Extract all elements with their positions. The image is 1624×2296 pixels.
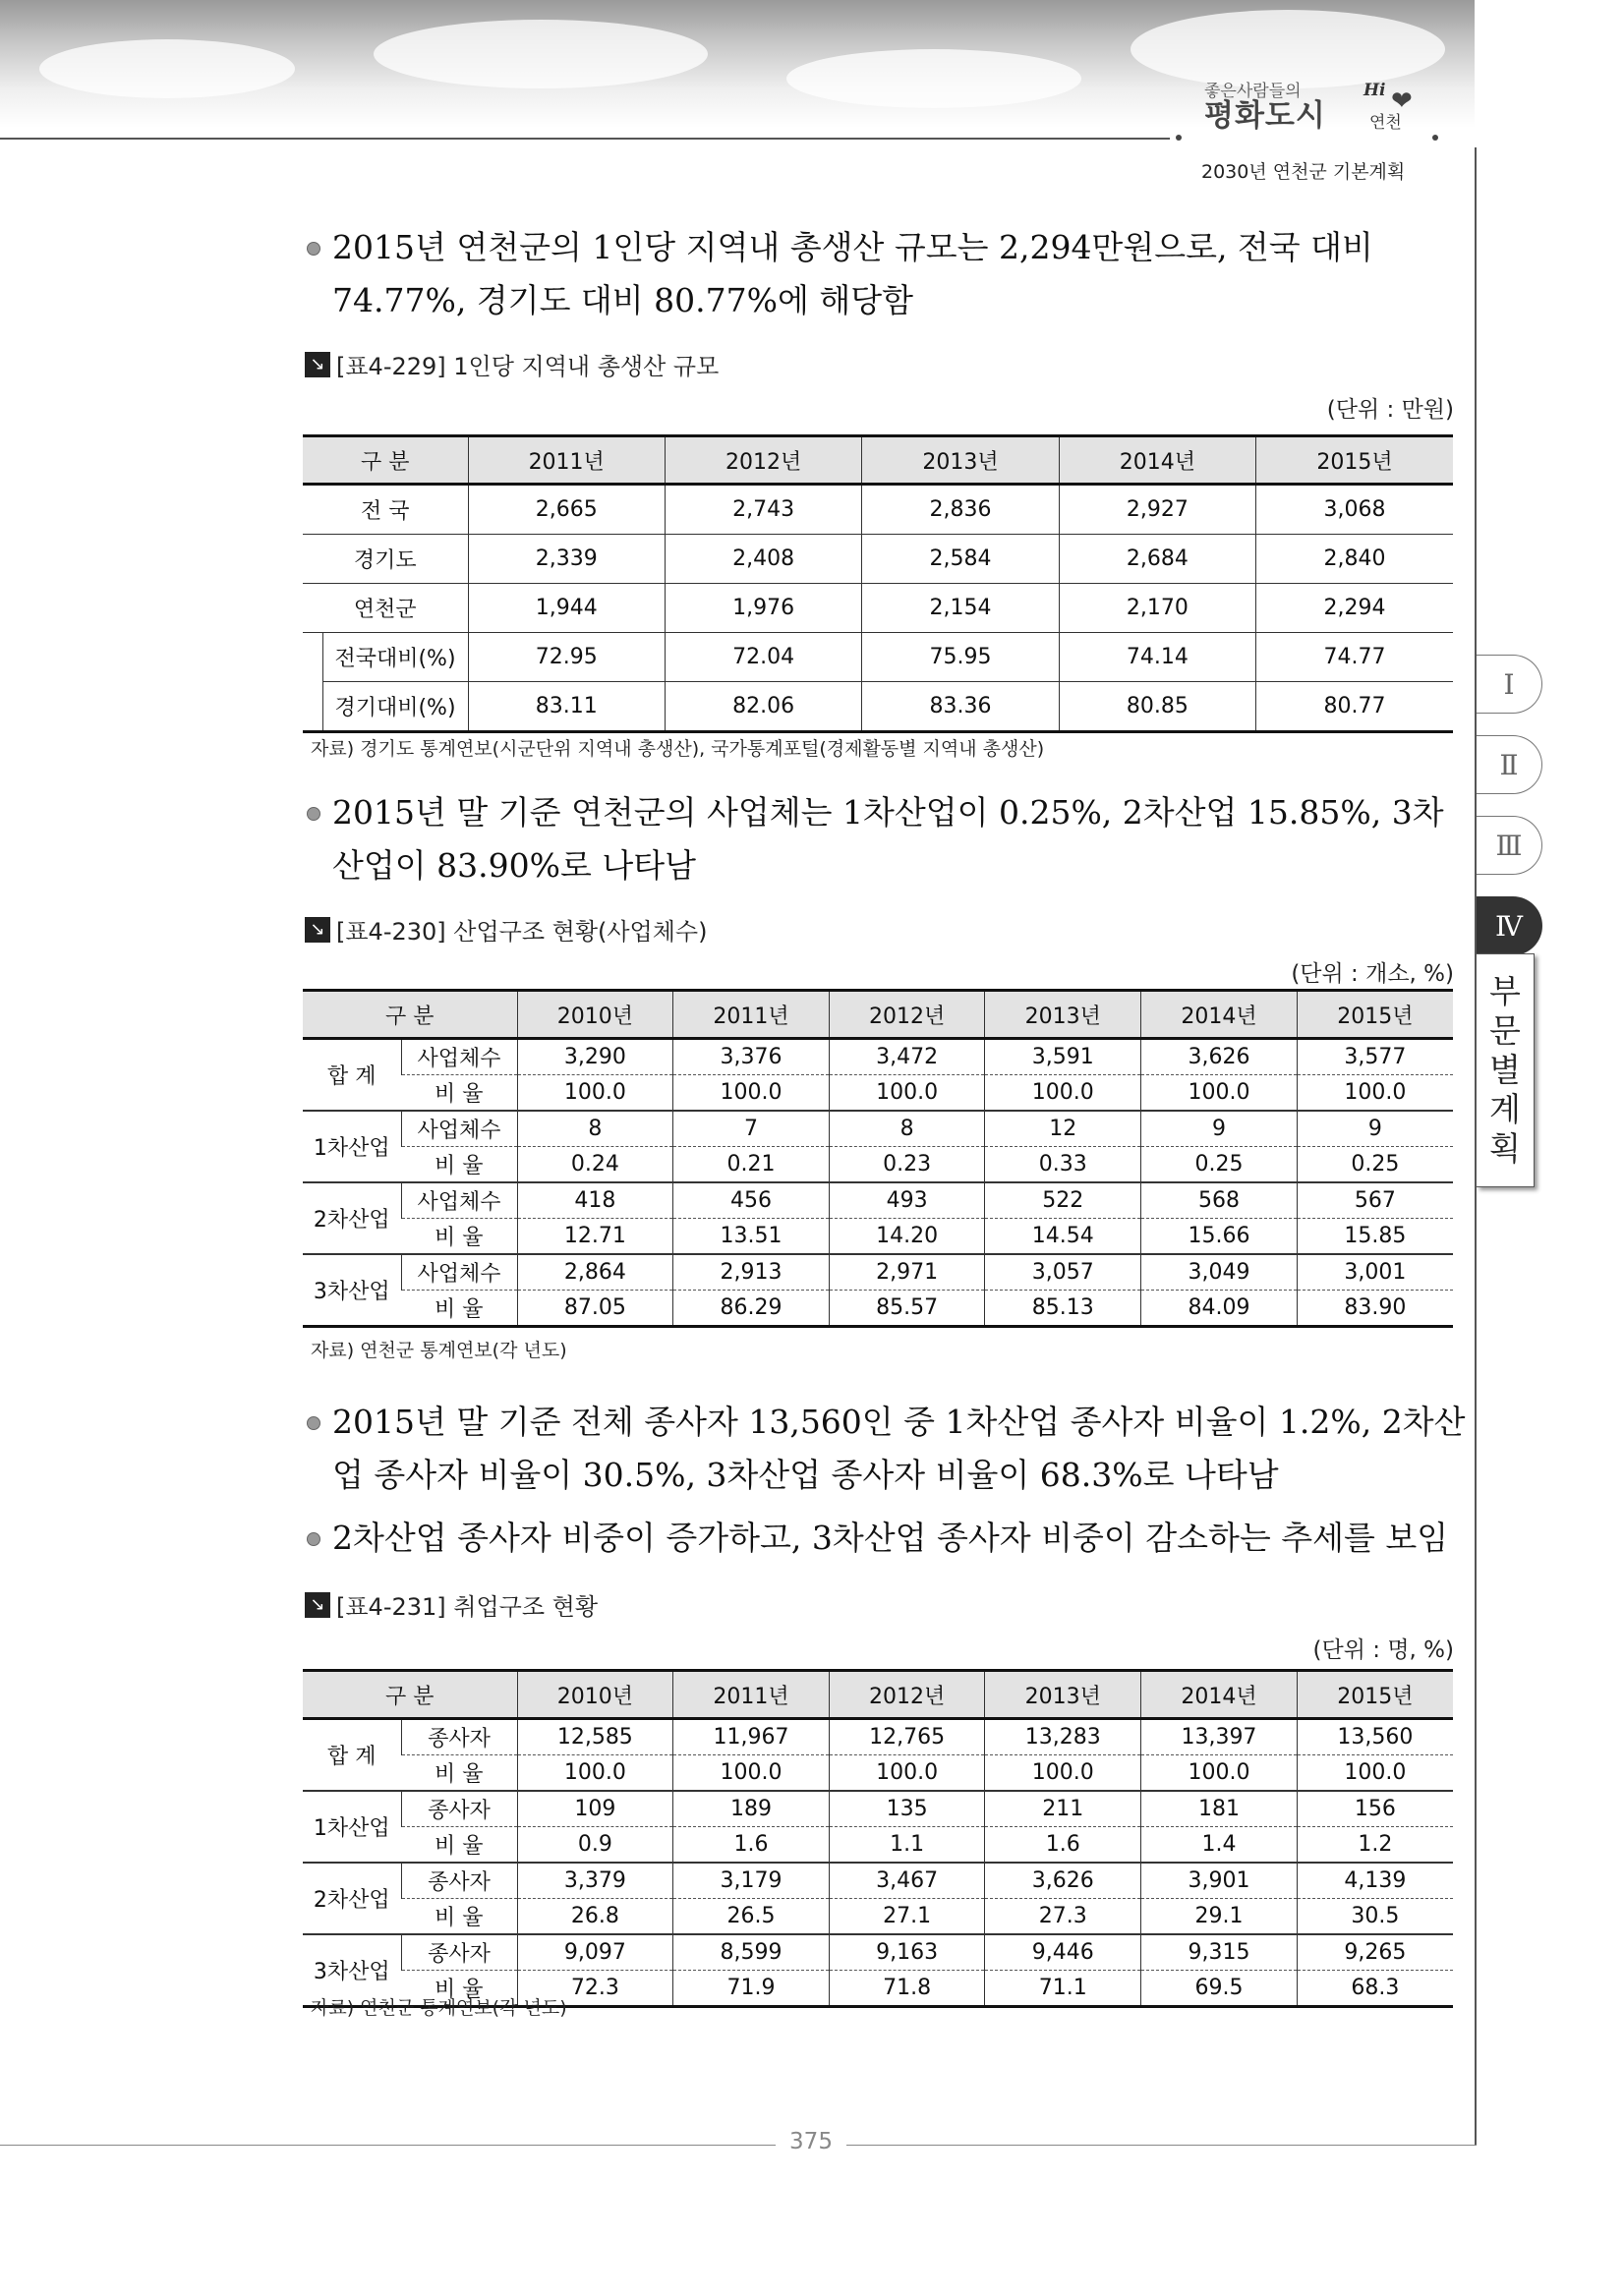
- group-label: 합 계: [303, 1039, 401, 1112]
- table-row: [303, 1291, 1453, 1327]
- row-label: 경기도: [303, 535, 468, 584]
- column-header: 2014년: [1059, 436, 1255, 485]
- document-subtitle: 2030년 연천군 기본계획: [1201, 161, 1406, 183]
- table-cell: 100.0: [517, 1075, 673, 1112]
- table-cell: 4,139: [1297, 1863, 1453, 1899]
- column-header: 2012년: [829, 991, 985, 1039]
- table-cell: 13,560: [1297, 1719, 1453, 1755]
- table-cell: 13.51: [673, 1219, 830, 1255]
- table-source: 자료) 연천군 통계연보(각 년도): [311, 1340, 567, 1361]
- row-label: 종사자: [401, 1791, 517, 1827]
- table-cell: 1,976: [665, 584, 861, 633]
- header-dot: [1176, 135, 1182, 141]
- row-label: 사업체수: [401, 1111, 517, 1147]
- column-header: 2015년: [1256, 436, 1453, 485]
- table-unit: (단위 : 명, %): [1312, 1637, 1454, 1663]
- table-cell: 0.23: [829, 1147, 985, 1183]
- group-label: 합 계: [303, 1719, 401, 1792]
- column-header: 2013년: [985, 991, 1141, 1039]
- section-label-vertical: [1477, 953, 1535, 1187]
- table-cell: 0.21: [673, 1147, 830, 1183]
- section-char: 문: [1489, 1011, 1521, 1050]
- table-cell: 2,665: [468, 485, 665, 535]
- row-label: 비 율: [401, 1827, 517, 1864]
- column-header: 2015년: [1297, 991, 1453, 1039]
- table-cell: 1.2: [1297, 1827, 1453, 1864]
- table-cell: 3,049: [1141, 1254, 1298, 1291]
- column-header: 구 분: [303, 436, 468, 485]
- table-cell: 29.1: [1141, 1899, 1298, 1935]
- bullet-paragraph: 2015년 말 기준 전체 종사자 13,560인 중 1차산업 종사자 비율이 1.2%, 2차산업 종사자 비율이 30.5%, 3차산업 종사자 비율이 68.3%로 나타남: [307, 1396, 1467, 1502]
- table-cell: 72.3: [517, 1971, 673, 2007]
- column-header: 2011년: [673, 991, 830, 1039]
- chapter-tab-3[interactable]: Ⅲ: [1477, 816, 1542, 875]
- table-cell: 100.0: [985, 1755, 1141, 1792]
- table-cell: 9,163: [829, 1934, 985, 1971]
- table-cell: 71.8: [829, 1971, 985, 2007]
- row-label: 전 국: [303, 485, 468, 535]
- table-cell: 72.95: [468, 633, 665, 682]
- table-cell: 27.3: [985, 1899, 1141, 1935]
- table-cell: 3,467: [829, 1863, 985, 1899]
- table-row: [303, 1219, 1453, 1255]
- group-label: 2차산업: [303, 1863, 401, 1934]
- table-cell: 9: [1297, 1111, 1453, 1147]
- table-cell: 3,379: [517, 1863, 673, 1899]
- table-cell: 7: [673, 1111, 830, 1147]
- bullet-icon: [307, 242, 320, 256]
- table-cell: 9,446: [985, 1934, 1141, 1971]
- table-cell: 2,170: [1059, 584, 1255, 633]
- logo-sub-text: 연천: [1369, 113, 1402, 133]
- group-label: 3차산업: [303, 1934, 401, 2007]
- employment-structure-table: [303, 1669, 1453, 2008]
- table-cell: 74.77: [1256, 633, 1453, 682]
- table-cell: 9,265: [1297, 1934, 1453, 1971]
- table-row: [303, 1899, 1453, 1935]
- table-row: [303, 1254, 1453, 1291]
- table-row: [303, 535, 1453, 584]
- table-cell: 14.54: [985, 1219, 1141, 1255]
- table-cell: 135: [829, 1791, 985, 1827]
- chapter-tab-1[interactable]: Ⅰ: [1477, 655, 1542, 714]
- column-header: 2013년: [862, 436, 1059, 485]
- table-row: [303, 1182, 1453, 1219]
- logo-top-text: 좋은사람들의: [1204, 82, 1302, 101]
- column-header: 2011년: [673, 1671, 830, 1719]
- table-header-row: [303, 1671, 1453, 1719]
- table-cell: 82.06: [665, 682, 861, 732]
- heart-icon: ❤: [1391, 86, 1413, 116]
- table-source: 자료) 연천군 통계연보(각 년도): [311, 1997, 567, 2019]
- column-header: 2010년: [517, 1671, 673, 1719]
- logo-main-text: 평화도시: [1204, 98, 1326, 134]
- table-cell: 2,684: [1059, 535, 1255, 584]
- table-cell: 26.5: [673, 1899, 830, 1935]
- table-row: [303, 584, 1453, 633]
- table-cell: 100.0: [985, 1075, 1141, 1112]
- row-label: 비 율: [401, 1219, 517, 1255]
- table-cell: 493: [829, 1182, 985, 1219]
- row-label: 사업체수: [401, 1039, 517, 1075]
- section-char: 별: [1489, 1051, 1521, 1089]
- table-row: [303, 1827, 1453, 1864]
- table-cell: 75.95: [862, 633, 1059, 682]
- indent-spacer: [303, 633, 322, 682]
- table-cell: 1.4: [1141, 1827, 1298, 1864]
- column-header: 구 분: [303, 1671, 517, 1719]
- table-cell: 80.85: [1059, 682, 1255, 732]
- table-cell: 71.9: [673, 1971, 830, 2007]
- table-caption: ↘ [표4-231] 취업구조 현황: [305, 1587, 598, 1622]
- table-cell: 0.33: [985, 1147, 1141, 1183]
- table-cell: 100.0: [1141, 1075, 1298, 1112]
- table-cell: 2,294: [1256, 584, 1453, 633]
- table-cell: 12,585: [517, 1719, 673, 1755]
- table-cell: 12,765: [829, 1719, 985, 1755]
- column-header: 2011년: [468, 436, 665, 485]
- group-label: 2차산업: [303, 1182, 401, 1254]
- row-label: 사업체수: [401, 1254, 517, 1291]
- table-cell: 15.66: [1141, 1219, 1298, 1255]
- table-header-row: [303, 991, 1453, 1039]
- table-cell: 8: [517, 1111, 673, 1147]
- row-label: 비 율: [401, 1899, 517, 1935]
- bullet-paragraph: 2015년 연천군의 1인당 지역내 총생산 규모는 2,294만원으로, 전국 대비 74.77%, 경기도 대비 80.77%에 해당함: [307, 221, 1467, 327]
- business-structure-table: [303, 989, 1453, 1328]
- row-label: 비 율: [401, 1147, 517, 1183]
- table-cell: 3,376: [673, 1039, 830, 1075]
- table-cell: 68.3: [1297, 1971, 1453, 2007]
- group-label: 3차산업: [303, 1254, 401, 1327]
- table-cell: 1.6: [985, 1827, 1141, 1864]
- table-header-row: [303, 436, 1453, 485]
- table-cell: 2,971: [829, 1254, 985, 1291]
- table-cell: 2,154: [862, 584, 1059, 633]
- section-char: 부: [1489, 972, 1521, 1010]
- table-cell: 3,626: [985, 1863, 1141, 1899]
- row-label: 전국대비(%): [322, 633, 468, 682]
- table-cell: 211: [985, 1791, 1141, 1827]
- header-rule: [0, 138, 1170, 140]
- table-row: [303, 633, 1453, 682]
- table-cell: 9,097: [517, 1934, 673, 1971]
- table-cell: 100.0: [673, 1075, 830, 1112]
- table-cell: 3,001: [1297, 1254, 1453, 1291]
- table-row: [303, 485, 1453, 535]
- table-cell: 8,599: [673, 1934, 830, 1971]
- table-cell: 2,836: [862, 485, 1059, 535]
- table-cell: 100.0: [517, 1755, 673, 1792]
- column-header: 2013년: [985, 1671, 1141, 1719]
- bullet-paragraph: 2차산업 종사자 비중이 증가하고, 3차산업 종사자 비중이 감소하는 추세를 보임: [307, 1512, 1467, 1565]
- bullet-icon: [307, 807, 320, 821]
- logo-hi-text: Hi: [1363, 81, 1386, 100]
- table-row: [303, 1755, 1453, 1792]
- row-label: 비 율: [401, 1075, 517, 1112]
- row-label: 연천군: [303, 584, 468, 633]
- row-label: 경기대비(%): [322, 682, 468, 732]
- column-header: 2015년: [1297, 1671, 1453, 1719]
- group-label: 1차산업: [303, 1111, 401, 1182]
- table-cell: 3,901: [1141, 1863, 1298, 1899]
- arrow-down-right-icon: ↘: [305, 917, 330, 943]
- table-cell: 3,591: [985, 1039, 1141, 1075]
- table-cell: 100.0: [673, 1755, 830, 1792]
- section-char: 계: [1489, 1090, 1521, 1128]
- table-row: [303, 1075, 1453, 1112]
- table-caption: ↘ [표4-229] 1인당 지역내 총생산 규모: [305, 347, 719, 381]
- table-unit: (단위 : 만원): [1326, 397, 1454, 423]
- table-caption: ↘ [표4-230] 산업구조 현황(사업체수): [305, 912, 707, 947]
- table-cell: 12.71: [517, 1219, 673, 1255]
- table-cell: 109: [517, 1791, 673, 1827]
- table-cell: 0.9: [517, 1827, 673, 1864]
- table-cell: 189: [673, 1791, 830, 1827]
- table-cell: 100.0: [829, 1755, 985, 1792]
- table-cell: 85.57: [829, 1291, 985, 1327]
- table-row: [303, 1111, 1453, 1147]
- table-cell: 2,584: [862, 535, 1059, 584]
- row-label: 비 율: [401, 1291, 517, 1327]
- gdp-per-capita-table: [303, 434, 1453, 733]
- chapter-tab-4-active[interactable]: Ⅳ: [1477, 896, 1542, 955]
- table-cell: 181: [1141, 1791, 1298, 1827]
- table-cell: 568: [1141, 1182, 1298, 1219]
- table-cell: 27.1: [829, 1899, 985, 1935]
- table-cell: 100.0: [1297, 1755, 1453, 1792]
- table-cell: 9: [1141, 1111, 1298, 1147]
- column-header: 2014년: [1141, 991, 1298, 1039]
- table-cell: 30.5: [1297, 1899, 1453, 1935]
- cloud-shape: [786, 49, 1081, 108]
- cloud-shape: [39, 39, 295, 98]
- bullet-icon: [307, 1532, 320, 1546]
- arrow-down-right-icon: ↘: [305, 1592, 330, 1618]
- table-cell: 2,927: [1059, 485, 1255, 535]
- table-cell: 2,840: [1256, 535, 1453, 584]
- table-cell: 0.24: [517, 1147, 673, 1183]
- table-cell: 8: [829, 1111, 985, 1147]
- table-cell: 80.77: [1256, 682, 1453, 732]
- row-label: 비 율: [401, 1755, 517, 1792]
- column-header: 2010년: [517, 991, 673, 1039]
- row-label: 종사자: [401, 1863, 517, 1899]
- table-cell: 13,283: [985, 1719, 1141, 1755]
- table-cell: 156: [1297, 1791, 1453, 1827]
- arrow-down-right-icon: ↘: [305, 352, 330, 377]
- table-cell: 100.0: [1141, 1755, 1298, 1792]
- row-label: 종사자: [401, 1934, 517, 1971]
- table-source: 자료) 경기도 통계연보(시군단위 지역내 총생산), 국가통계포털(경제활동별 지역내 총생산): [311, 738, 1045, 760]
- table-row: [303, 1147, 1453, 1183]
- table-cell: 1,944: [468, 584, 665, 633]
- table-cell: 83.36: [862, 682, 1059, 732]
- bullet-icon: [307, 1416, 320, 1430]
- page-number: [0, 2129, 1622, 2154]
- table-cell: 12: [985, 1111, 1141, 1147]
- table-row: [303, 682, 1453, 732]
- table-row: [303, 1791, 1453, 1827]
- table-cell: 2,743: [665, 485, 861, 535]
- table-cell: 2,864: [517, 1254, 673, 1291]
- table-cell: 84.09: [1141, 1291, 1298, 1327]
- group-label: 1차산업: [303, 1791, 401, 1863]
- table-cell: 83.11: [468, 682, 665, 732]
- table-cell: 100.0: [1297, 1075, 1453, 1112]
- table-cell: 14.20: [829, 1219, 985, 1255]
- page-number-text: 375: [776, 2129, 846, 2154]
- table-unit: (단위 : 개소, %): [1291, 961, 1454, 987]
- table-cell: 1.6: [673, 1827, 830, 1864]
- table-cell: 3,179: [673, 1863, 830, 1899]
- table-cell: 26.8: [517, 1899, 673, 1935]
- table-cell: 71.1: [985, 1971, 1141, 2007]
- row-label: 사업체수: [401, 1182, 517, 1219]
- table-cell: 3,472: [829, 1039, 985, 1075]
- column-header: 2012년: [665, 436, 861, 485]
- table-cell: 85.13: [985, 1291, 1141, 1327]
- row-label: 종사자: [401, 1719, 517, 1755]
- table-cell: 567: [1297, 1182, 1453, 1219]
- row-label: 비 율: [401, 1971, 517, 2007]
- table-cell: 1.1: [829, 1827, 985, 1864]
- table-cell: 2,913: [673, 1254, 830, 1291]
- table-cell: 72.04: [665, 633, 861, 682]
- table-cell: 100.0: [829, 1075, 985, 1112]
- table-cell: 3,626: [1141, 1039, 1298, 1075]
- chapter-tabs: [1477, 655, 1545, 977]
- table-cell: 13,397: [1141, 1719, 1298, 1755]
- table-cell: 3,577: [1297, 1039, 1453, 1075]
- table-row: [303, 1719, 1453, 1755]
- table-cell: 0.25: [1141, 1147, 1298, 1183]
- table-cell: 83.90: [1297, 1291, 1453, 1327]
- column-header: 2012년: [829, 1671, 985, 1719]
- table-cell: 0.25: [1297, 1147, 1453, 1183]
- table-cell: 3,068: [1256, 485, 1453, 535]
- table-cell: 11,967: [673, 1719, 830, 1755]
- table-row: [303, 1863, 1453, 1899]
- table-cell: 522: [985, 1182, 1141, 1219]
- table-cell: 418: [517, 1182, 673, 1219]
- table-cell: 15.85: [1297, 1219, 1453, 1255]
- table-row: [303, 1934, 1453, 1971]
- table-cell: 74.14: [1059, 633, 1255, 682]
- table-cell: 3,290: [517, 1039, 673, 1075]
- table-cell: 2,408: [665, 535, 861, 584]
- table-cell: 456: [673, 1182, 830, 1219]
- table-cell: 3,057: [985, 1254, 1141, 1291]
- table-row: [303, 1039, 1453, 1075]
- table-cell: 9,315: [1141, 1934, 1298, 1971]
- table-cell: 87.05: [517, 1291, 673, 1327]
- cloud-shape: [374, 20, 708, 88]
- table-cell: 2,339: [468, 535, 665, 584]
- table-cell: 86.29: [673, 1291, 830, 1327]
- indent-spacer: [303, 682, 322, 732]
- bullet-paragraph: 2015년 말 기준 연천군의 사업체는 1차산업이 0.25%, 2차산업 15.85%, 3차산업이 83.90%로 나타남: [307, 786, 1467, 892]
- column-header: 구 분: [303, 991, 517, 1039]
- table-cell: 69.5: [1141, 1971, 1298, 2007]
- city-logo: [1194, 83, 1430, 151]
- column-header: 2014년: [1141, 1671, 1298, 1719]
- chapter-tab-2[interactable]: Ⅱ: [1477, 735, 1542, 794]
- header-dot: [1432, 135, 1438, 141]
- section-char: 획: [1489, 1129, 1521, 1168]
